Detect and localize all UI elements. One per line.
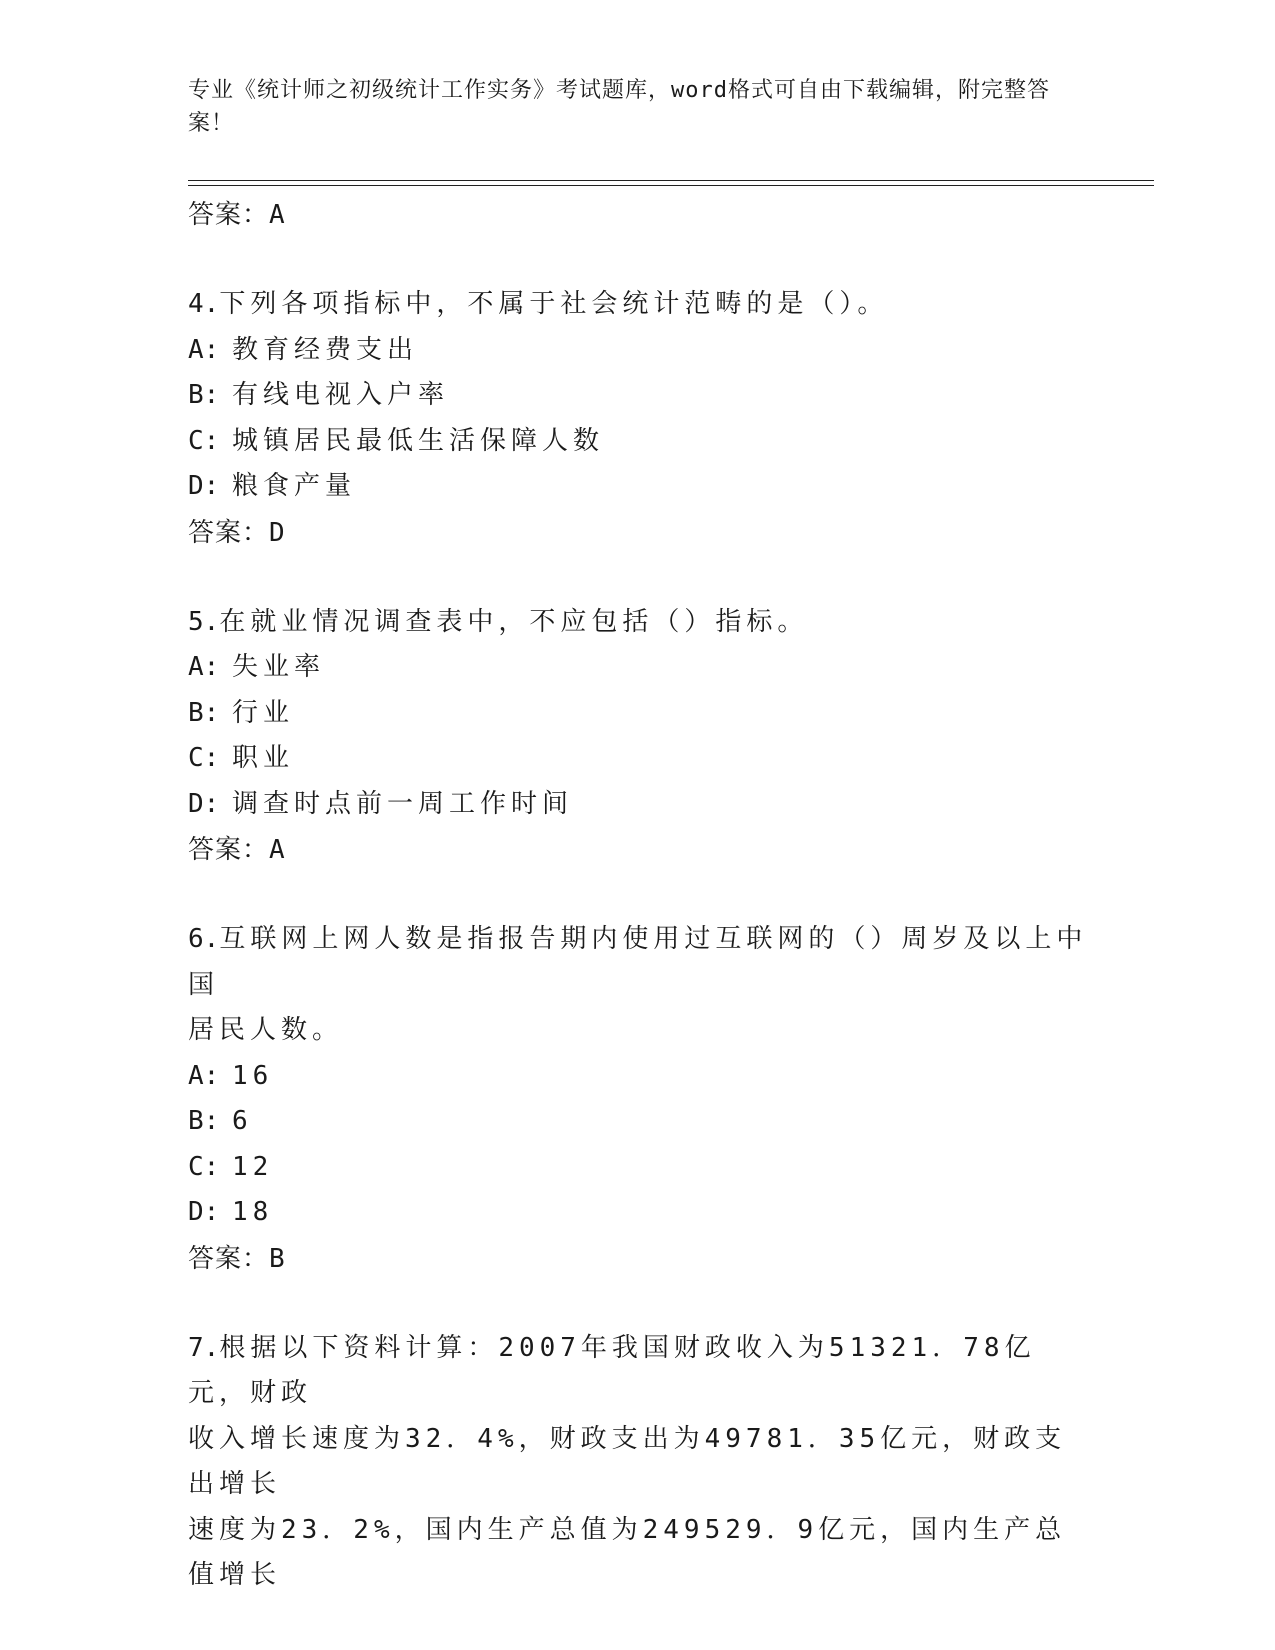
- option-label: B:: [188, 1106, 220, 1136]
- option-label: B:: [188, 380, 220, 410]
- question-text-line: 速度为23．2%，国内生产总值为249529．9亿元，国内生产总值增长: [188, 1514, 1067, 1590]
- option-b: [188, 1099, 1088, 1145]
- option-text: 12: [232, 1151, 274, 1182]
- header-rule-bottom: [188, 185, 1154, 186]
- question-block: [188, 917, 1088, 1282]
- question-stem-continued: [188, 1008, 1088, 1054]
- option-label: D:: [188, 471, 220, 501]
- answer-value: A: [269, 835, 286, 865]
- page-header: [188, 74, 1068, 140]
- question-block: [188, 1326, 1088, 1599]
- option-d: [188, 1190, 1088, 1236]
- option-text: 失业率: [232, 652, 326, 682]
- option-label: B:: [188, 697, 220, 728]
- question-text-line: 互联网上网人数是指报告期内使用过互联网的（）周岁及以上中国: [188, 924, 1088, 1000]
- question-text-line: 根据以下资料计算：2007年我国财政收入为51321．78亿元，财政: [188, 1332, 1036, 1408]
- header-rule-top: [188, 180, 1154, 181]
- option-c: [188, 419, 1088, 465]
- option-text: 调查时点前一周工作时间: [232, 788, 574, 819]
- answer-value: A: [269, 200, 286, 230]
- option-b: [188, 373, 1088, 419]
- option-text: 行业: [232, 697, 295, 728]
- option-label: A:: [188, 652, 220, 682]
- option-label: C:: [188, 743, 220, 773]
- answer-label: 答案：: [188, 835, 270, 865]
- option-text: 教育经费支出: [232, 334, 419, 365]
- option-text: 18: [232, 1197, 274, 1227]
- option-label: A:: [188, 334, 220, 365]
- question-stem-continued: [188, 1508, 1088, 1599]
- option-text: 粮食产量: [232, 471, 357, 501]
- answer-label: 答案：: [188, 1243, 270, 1274]
- question-stem: [188, 282, 1088, 328]
- question-stem: [188, 1326, 1088, 1417]
- option-label: C:: [188, 1151, 220, 1182]
- answer-line: [188, 827, 1088, 873]
- option-label: A:: [188, 1060, 220, 1091]
- option-text: 城镇居民最低生活保障人数: [232, 425, 605, 456]
- question-block: [188, 282, 1088, 556]
- option-text: 职业: [232, 743, 295, 773]
- option-d: [188, 782, 1088, 828]
- answer-value: D: [269, 517, 286, 548]
- option-a: [188, 328, 1088, 374]
- question-stem: [188, 917, 1088, 1008]
- header-text: 专业《统计师之初级统计工作实务》考试题库，word格式可自由下载编辑，附完整答案！: [188, 78, 1050, 136]
- answer-label: 答案：: [188, 517, 270, 548]
- answer-line: [188, 1236, 1088, 1282]
- question-stem: [188, 600, 1088, 646]
- question-text: 在就业情况调查表中，不应包括（）指标。: [219, 606, 809, 637]
- option-a: [188, 1054, 1088, 1100]
- option-label: D:: [188, 788, 220, 819]
- answer-label: 答案：: [188, 200, 270, 230]
- option-label: D:: [188, 1197, 220, 1227]
- answer-line: [188, 510, 1088, 556]
- question-stem-continued: [188, 1417, 1088, 1508]
- question-block: [188, 600, 1088, 874]
- question-number: 4.: [188, 289, 220, 319]
- answer-value: B: [269, 1243, 286, 1274]
- question-number: 6.: [188, 924, 220, 954]
- question-number: 7.: [188, 1332, 220, 1363]
- option-text: 16: [232, 1060, 274, 1091]
- option-label: C:: [188, 425, 220, 456]
- option-text: 6: [232, 1106, 253, 1136]
- question-list: [188, 192, 1088, 1599]
- question-number: 5.: [188, 606, 220, 637]
- option-c: [188, 1145, 1088, 1191]
- option-text: 有线电视入户率: [232, 380, 450, 410]
- option-b: [188, 691, 1088, 737]
- question-text-line: 居民人数。: [188, 1015, 344, 1045]
- option-c: [188, 736, 1088, 782]
- question-text: 下列各项指标中，不属于社会统计范畴的是（）。: [219, 289, 889, 319]
- option-a: [188, 645, 1088, 691]
- option-d: [188, 464, 1088, 510]
- question-text-line: 收入增长速度为32．4%，财政支出为49781．35亿元，财政支出增长: [188, 1423, 1067, 1499]
- answer-line: [188, 192, 1088, 238]
